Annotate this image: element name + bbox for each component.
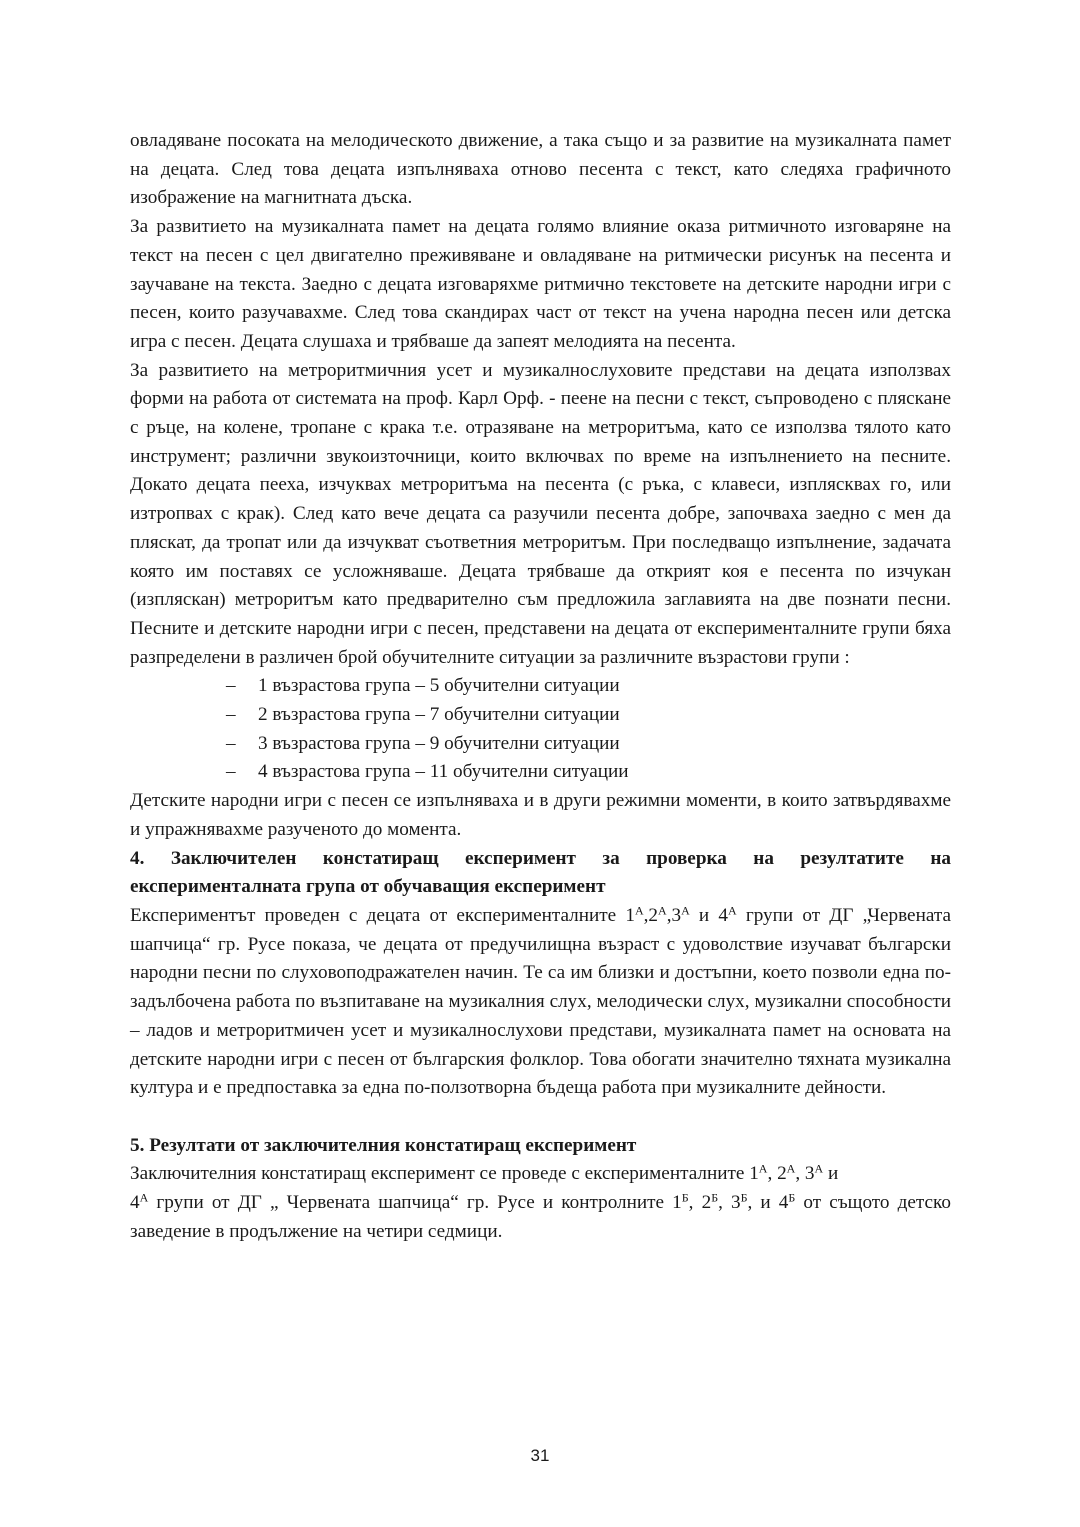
section-5-paragraph: Заключителния констатиращ експеримент се проведе с експерименталните $1^А$, $2^А$, $3^А$ и $4^А$ групи от ДГ „ Червената шапчица“ гр. Русе и контролните $1^Б$, $2^Б$, $3^Б$, и $4^Б$ от същото детско заведение в продължение на четири седмици. (130, 1161, 952, 1242)
paragraph-2: За развитието на музикалната памет на децата голямо влияние оказа ритмичното изговаряне на текст на песен с цел двигателно преживяване и овладяване на ритмически рисунък на песента и заучаване на текста. Заедно с децата изговаряхме ритмично текстовете на детските народни игри с песен, които разучавахме. След това скандирах част от текст на учена народна песен или детска игра с песен. Децата слушаха и трябваше да запеят мелодията на песента. (130, 216, 951, 352)
section-4-paragraph: Експериментът проведен с децата от експерименталните $1^А,2^А,3^А$ и $4^А$ групи от ДГ „Червената шапчица“ гр. Русе показа, че децата от предучилищна възраст с удоволствие изучават български народни песни по слуховоподражателен начин. Те са им близки и достъпни, което позволи една по-задълбочена работа по възпитаване на музикалния слух, мелодически слух, музикални способности – ладов и метроритмичен усет и музикалнослухови представи, музикалната памет на основата на детските народни игри с песен от българския фолклор. Това обогати значително тяхната музикална култура и е предпоставка за една по-ползотворна бъдеща работа при музикалните дейности. (130, 903, 951, 1099)
list-item (130, 672, 951, 701)
dash-bullet: – (226, 675, 236, 697)
page-number: 31 (530, 1446, 550, 1465)
paragraph-3: За развитието на метроритмичния усет и музикалнослуховите представи на децата използвах форми на работа от системата на проф. Карл Орф. - пеене на песни с текст, съпроводено с пляскане с ръце, на колене, тропане с крака т.е. отразяване на метроритъма, като се използва тялото като инструмент; различни звукоизточници, които включвах по време на изпълнението на песните. Докато децата пееха, изчуквах метроритъма на песента (с ръка, с клавеси, изпляcквах го, или изтропвах с крак). След като вече децата са разучили песента добре, започваха заедно с мен да пляскат, да тропат или да изчукват съответния метроритъм. При последващо изпълнение, задачата която им поставях се усложняваше. Децата трябваше да открият коя е песента по изчукан (изпляскан) метроритъм като предварително съм предложила заглавията на две познати песни. Песните и детските народни игри с песен, представени на децата от експерименталните групи бяха разпределени в различен брой обучителните ситуации за различните възрастови групи : (130, 359, 951, 668)
list-item (130, 730, 951, 759)
list-item (130, 758, 951, 787)
age-group-list (130, 672, 951, 787)
list-item-text: 2 възрастова група – 7 обучителни ситуации (258, 704, 620, 726)
blank-line (130, 1103, 951, 1132)
list-item-text: 4 възрастова група – 11 обучителни ситуации (258, 761, 629, 783)
list-item-text: 3 възрастова група – 9 обучителни ситуации (258, 732, 620, 754)
section-5-heading: 5. Резултати от заключителния констатиращ експеримент (130, 1134, 637, 1156)
list-item (130, 701, 951, 730)
paragraph-4: Детските народни игри с песен се изпълняваха и в други режимни моменти, в които затвърдявахме и упражнявахме разученото до момента. (130, 790, 951, 840)
section-4-heading: 4. Заключителен констатиращ експеримент за проверка на резултатите на експерименталната група от обучаващия експеримент (130, 847, 951, 898)
list-item-text: 1 възрастова група – 5 обучителни ситуации (258, 675, 620, 697)
dash-bullet: – (226, 761, 236, 783)
document-page (130, 127, 951, 1246)
dash-bullet: – (226, 704, 236, 726)
dash-bullet: – (226, 732, 236, 754)
paragraph-1: овладяване посоката на мелодическото движение, а така също и за развитие на музикалната памет на децата. След това децата изпълняваха отново песента с текст, като следяха графичното изображение на магнитната дъска. (130, 130, 951, 209)
